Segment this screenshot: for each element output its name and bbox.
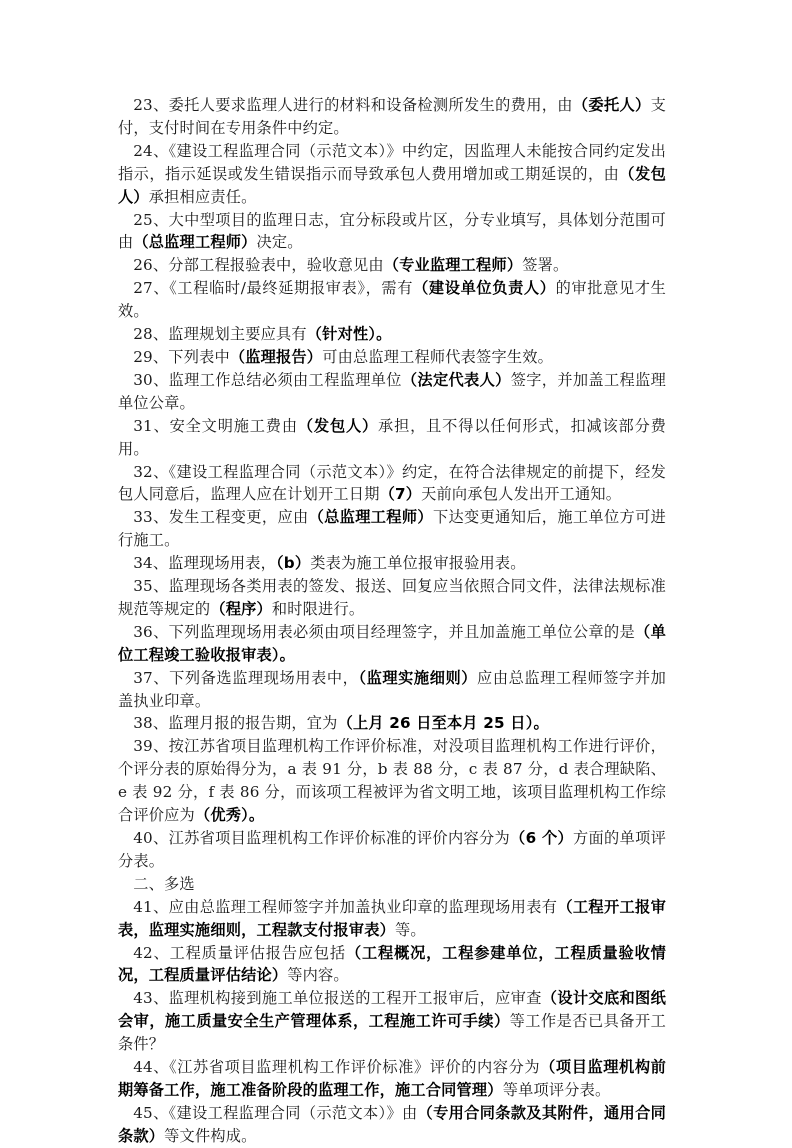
paragraph <box>118 369 666 415</box>
answer-text: （单位工程竣工验收报审表）。 <box>118 622 666 664</box>
answer-text: （7） <box>379 485 422 504</box>
question-text: 28、监理规划主要应具有 <box>133 325 307 344</box>
question-text: 方面的单项评分表。 <box>118 829 667 870</box>
question-text: 31、安全文明施工费由 <box>133 416 298 435</box>
document-page <box>118 94 666 1148</box>
question-text: 等单项评分表。 <box>502 1080 611 1099</box>
question-text: 签署。 <box>522 256 569 275</box>
answer-text: （监理报告） <box>229 347 323 366</box>
answer-text: （委托人） <box>572 96 651 114</box>
question-text: 38、监理月报的报告期，宜为 <box>133 714 338 733</box>
paragraph <box>118 827 666 873</box>
question-text: 40、江苏省项目监理机构工作评价标准的评价内容分为 <box>133 829 511 847</box>
question-text: 37、下列备选监理现场用表中， <box>133 668 359 687</box>
question-text: 可由总监理工程师代表签字生效。 <box>322 347 553 366</box>
paragraph <box>118 1102 666 1148</box>
paragraph <box>118 254 666 277</box>
answer-text: （法定代表人） <box>401 370 511 389</box>
paragraph <box>118 575 666 621</box>
paragraph <box>118 277 666 323</box>
question-text: 决定。 <box>256 233 303 252</box>
paragraph <box>118 942 666 988</box>
question-text: 36、下列监理现场用表必须由项目经理签字，并且加盖施工单位公章的是 <box>133 622 636 641</box>
question-text: 25、大中型项目的监理日志，宜分标段或片区，分专业填写，具体划分范围可由 <box>118 210 666 252</box>
paragraph <box>118 94 666 140</box>
question-text: 签字，并加盖工程监理单位公章。 <box>118 370 667 412</box>
question-text: 27、《工程临时/最终延期报审表》，需有 <box>133 279 414 298</box>
paragraph <box>118 552 666 575</box>
paragraph <box>118 896 666 942</box>
question-text: 类表为施工单位报审报验用表。 <box>310 554 526 573</box>
paragraph <box>118 873 666 896</box>
question-text: 等内容。 <box>287 966 349 985</box>
answer-text: （建设单位负责人） <box>413 279 556 298</box>
question-text: 32、《建设工程监理合同（示范文本）》约定，在符合法律规定的前提下，经发包人同意后，监理人应在计划开工日期 <box>118 462 666 504</box>
paragraph <box>118 735 666 827</box>
answer-text: （专业监理工程师） <box>383 256 523 275</box>
paragraph <box>118 621 666 667</box>
paragraph <box>118 506 666 552</box>
question-text: 承担，且不得以任何形式，扣减该部分费用。 <box>118 416 667 458</box>
question-text: 等文件构成。 <box>164 1126 257 1145</box>
answer-text: （总监理工程师） <box>308 508 433 527</box>
question-text: 43、监理机构接到施工单位报送的工程开工报审后，应审查 <box>133 989 542 1008</box>
question-text: 应由总监理工程师签字并加盖执业印章。 <box>118 668 666 710</box>
answer-text: （监理实施细则） <box>358 668 478 687</box>
paragraph <box>118 1056 666 1102</box>
question-text: 二、多选 <box>133 874 195 893</box>
question-text: 承担相应责任。 <box>148 187 257 206</box>
question-text: 41、应由总监理工程师签字并加盖执业印章的监理现场用表有 <box>133 897 558 916</box>
answer-text: （发包人） <box>118 164 666 206</box>
question-text: 44、《江苏省项目监理机构工作评价标准》评价的内容分为 <box>133 1058 541 1077</box>
question-text: 和时限进行。 <box>271 599 365 618</box>
question-text: 33、发生工程变更，应由 <box>133 508 309 527</box>
paragraph <box>118 346 666 369</box>
answer-text: （b） <box>276 554 311 573</box>
question-text: 34、监理现场用表， <box>133 554 277 573</box>
question-text: 29、下列表中 <box>133 347 230 366</box>
question-text: 23、委托人要求监理人进行的材料和设备检测所发生的费用，由 <box>133 96 573 114</box>
answer-text: （专用合同条款及其附件，通用合同条款） <box>118 1103 666 1145</box>
answer-text: （工程开工报审表，监理实施细则，工程款支付报审表） <box>118 897 666 939</box>
answer-text: （项目监理机构前期筹备工作，施工准备阶段的监理工作，施工合同管理） <box>118 1058 666 1099</box>
question-text: 26、分部工程报验表中，验收意见由 <box>133 256 384 275</box>
answer-text: （设计交底和图纸会审，施工质量安全生产管理体系，工程施工许可手续） <box>118 989 666 1031</box>
paragraph <box>118 209 666 255</box>
paragraph <box>118 712 666 735</box>
paragraph <box>118 140 666 209</box>
paragraph <box>118 987 666 1056</box>
paragraph <box>118 323 666 346</box>
paragraph <box>118 461 666 507</box>
question-text: 下达变更通知后，施工单位方可进行施工。 <box>118 508 667 550</box>
question-text: 35、监理现场各类用表的签发、报送、回复应当依照合同文件，法律法规标准规范等规定的 <box>118 577 666 618</box>
question-text: 等工作是否已具备开工条件？ <box>118 1012 667 1054</box>
answer-text: （工程概况，工程参建单位，工程质量验收情况，工程质量评估结论） <box>118 943 666 985</box>
answer-text: （程序） <box>210 599 272 618</box>
question-text: 30、监理工作总结必须由工程监理单位 <box>133 370 402 389</box>
question-text: 的审批意见才生效。 <box>118 279 666 321</box>
question-text: 42、工程质量评估报告应包括 <box>133 943 346 962</box>
question-text: 等。 <box>394 920 426 939</box>
answer-text: （发包人） <box>297 416 379 435</box>
answer-text: （6 个） <box>510 829 574 847</box>
answer-text: （上月 26 日至本月 25 日）。 <box>337 714 549 733</box>
answer-text: （优秀）。 <box>194 806 265 825</box>
question-text: 39、按江苏省项目监理机构工作评价标准，对没项目监理机构工作进行评价，个评分表的原始得分为，a 表 91 分，b 表 88 分，c 表 87 分，d 表合理缺陷、e 表 92 分，f 表 86 分，而该项工程被评为省文明工地，该项目监理机构工作综合评价应为 <box>118 737 666 825</box>
question-text: 24、《建设工程监理合同（示范文本）》中约定，因监理人未能按合同约定发出指示，指示延误或发生错误指示而导致承包人费用增加或工期延误的，由 <box>118 141 666 183</box>
question-text: 45、《建设工程监理合同（示范文本）》由 <box>133 1103 418 1122</box>
paragraph <box>118 667 666 713</box>
paragraph <box>118 415 666 461</box>
answer-text: （总监理工程师） <box>133 233 257 252</box>
question-text: 天前向承包人发出开工通知。 <box>421 485 622 504</box>
question-text: 支付，支付时间在专用条件中约定。 <box>118 96 666 137</box>
answer-text: （针对性）。 <box>306 325 392 344</box>
